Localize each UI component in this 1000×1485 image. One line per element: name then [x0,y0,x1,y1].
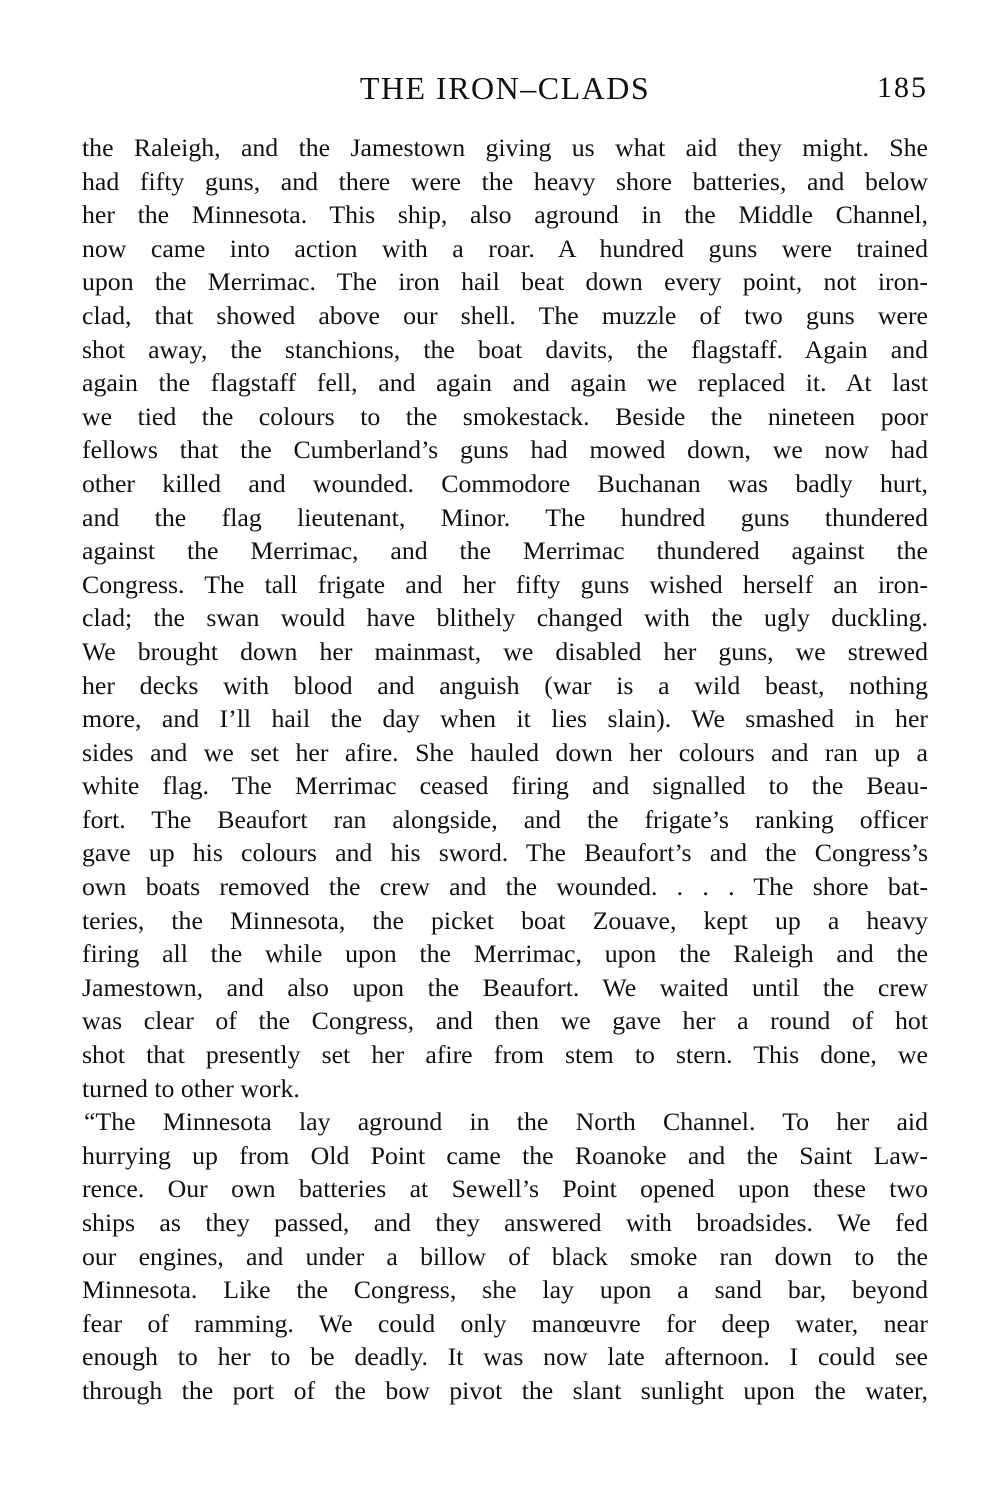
text-line: Jamestown, and also upon the Beaufort. We waited until the crew [82,972,928,1002]
text-line: her the Minnesota. This ship, also aground in the Middle Channel, [82,200,928,230]
text-line: enough to her to be deadly. It was now late afternoon. I could see [82,1342,928,1372]
text-line: white flag. The Merrimac ceased firing and signalled to the Beau- [82,771,928,801]
text-line: and the flag lieutenant, Minor. The hundred guns thundered [82,502,928,532]
text-line: shot that presently set her afire from stem to stern. This done, we [82,1040,928,1070]
text-line: other killed and wounded. Commodore Buchanan was badly hurt, [82,468,928,498]
text-line: again the flagstaff fell, and again and again we replaced it. At last [82,368,928,398]
text-line: upon the Merrimac. The iron hail beat down every point, not iron- [82,267,928,297]
text-line: our engines, and under a billow of black smoke ran down to the [82,1241,928,1271]
text-line: through the port of the bow pivot the slant sunlight upon the water, [82,1375,928,1405]
text-line: fort. The Beaufort ran alongside, and the frigate’s ranking officer [82,804,928,834]
text-line: more, and I’ll hail the day when it lies slain). We smashed in her [82,704,928,734]
text-line: Congress. The tall frigate and her fifty guns wished herself an iron- [82,569,928,599]
text-line: sides and we set her afire. She hauled down her colours and ran up a [82,737,928,767]
text-line: firing all the while upon the Merrimac, upon the Raleigh and the [82,939,928,969]
text-line: we tied the colours to the smokestack. Beside the nineteen poor [82,401,928,431]
text-line: Minnesota. Like the Congress, she lay upon a sand bar, beyond [82,1275,928,1305]
text-line: fear of ramming. We could only manœuvre for deep water, near [82,1308,928,1338]
text-line: clad; the swan would have blithely changed with the ugly duckling. [82,603,928,633]
text-line: rence. Our own batteries at Sewell’s Point opened upon these two [82,1174,928,1204]
text-line: clad, that showed above our shell. The muzzle of two guns were [82,300,928,330]
body-text [82,131,928,1408]
text-line: gave up his colours and his sword. The Beaufort’s and the Congress’s [82,838,928,868]
text-line: teries, the Minnesota, the picket boat Zouave, kept up a heavy [82,905,928,935]
text-line: shot away, the stanchions, the boat davits, the flagstaff. Again and [82,334,928,364]
text-line: ships as they passed, and they answered with broadsides. We fed [82,1208,928,1237]
text-line: hurrying up from Old Point came the Roanoke and the Saint Law- [82,1140,928,1170]
text-line: her decks with blood and anguish (war is a wild beast, nothing [82,670,928,700]
running-head [82,66,928,110]
text-line: We brought down her mainmast, we disabled her guns, we strewed [82,636,928,666]
text-line: the Raleigh, and the Jamestown giving us what aid they might. She [82,133,928,162]
paragraph-end-line: turned to other work. [82,1073,300,1103]
chapter-title: THE IRON–CLADS [359,70,651,106]
text-line: own boats removed the crew and the wounded. . . . The shore bat- [82,872,928,902]
text-line: fellows that the Cumberland’s guns had mowed down, we now had [82,435,928,465]
text-line: was clear of the Congress, and then we gave her a round of hot [82,1006,928,1036]
page-number: 185 [877,71,928,104]
text-line: had fifty guns, and there were the heavy shore batteries, and below [82,166,928,196]
text-line: against the Merrimac, and the Merrimac thundered against the [82,536,928,566]
paragraph-start-line: “The Minnesota lay aground in the North Channel. To her aid [84,1107,928,1137]
text-line: now came into action with a roar. A hundred guns were trained [82,233,928,263]
